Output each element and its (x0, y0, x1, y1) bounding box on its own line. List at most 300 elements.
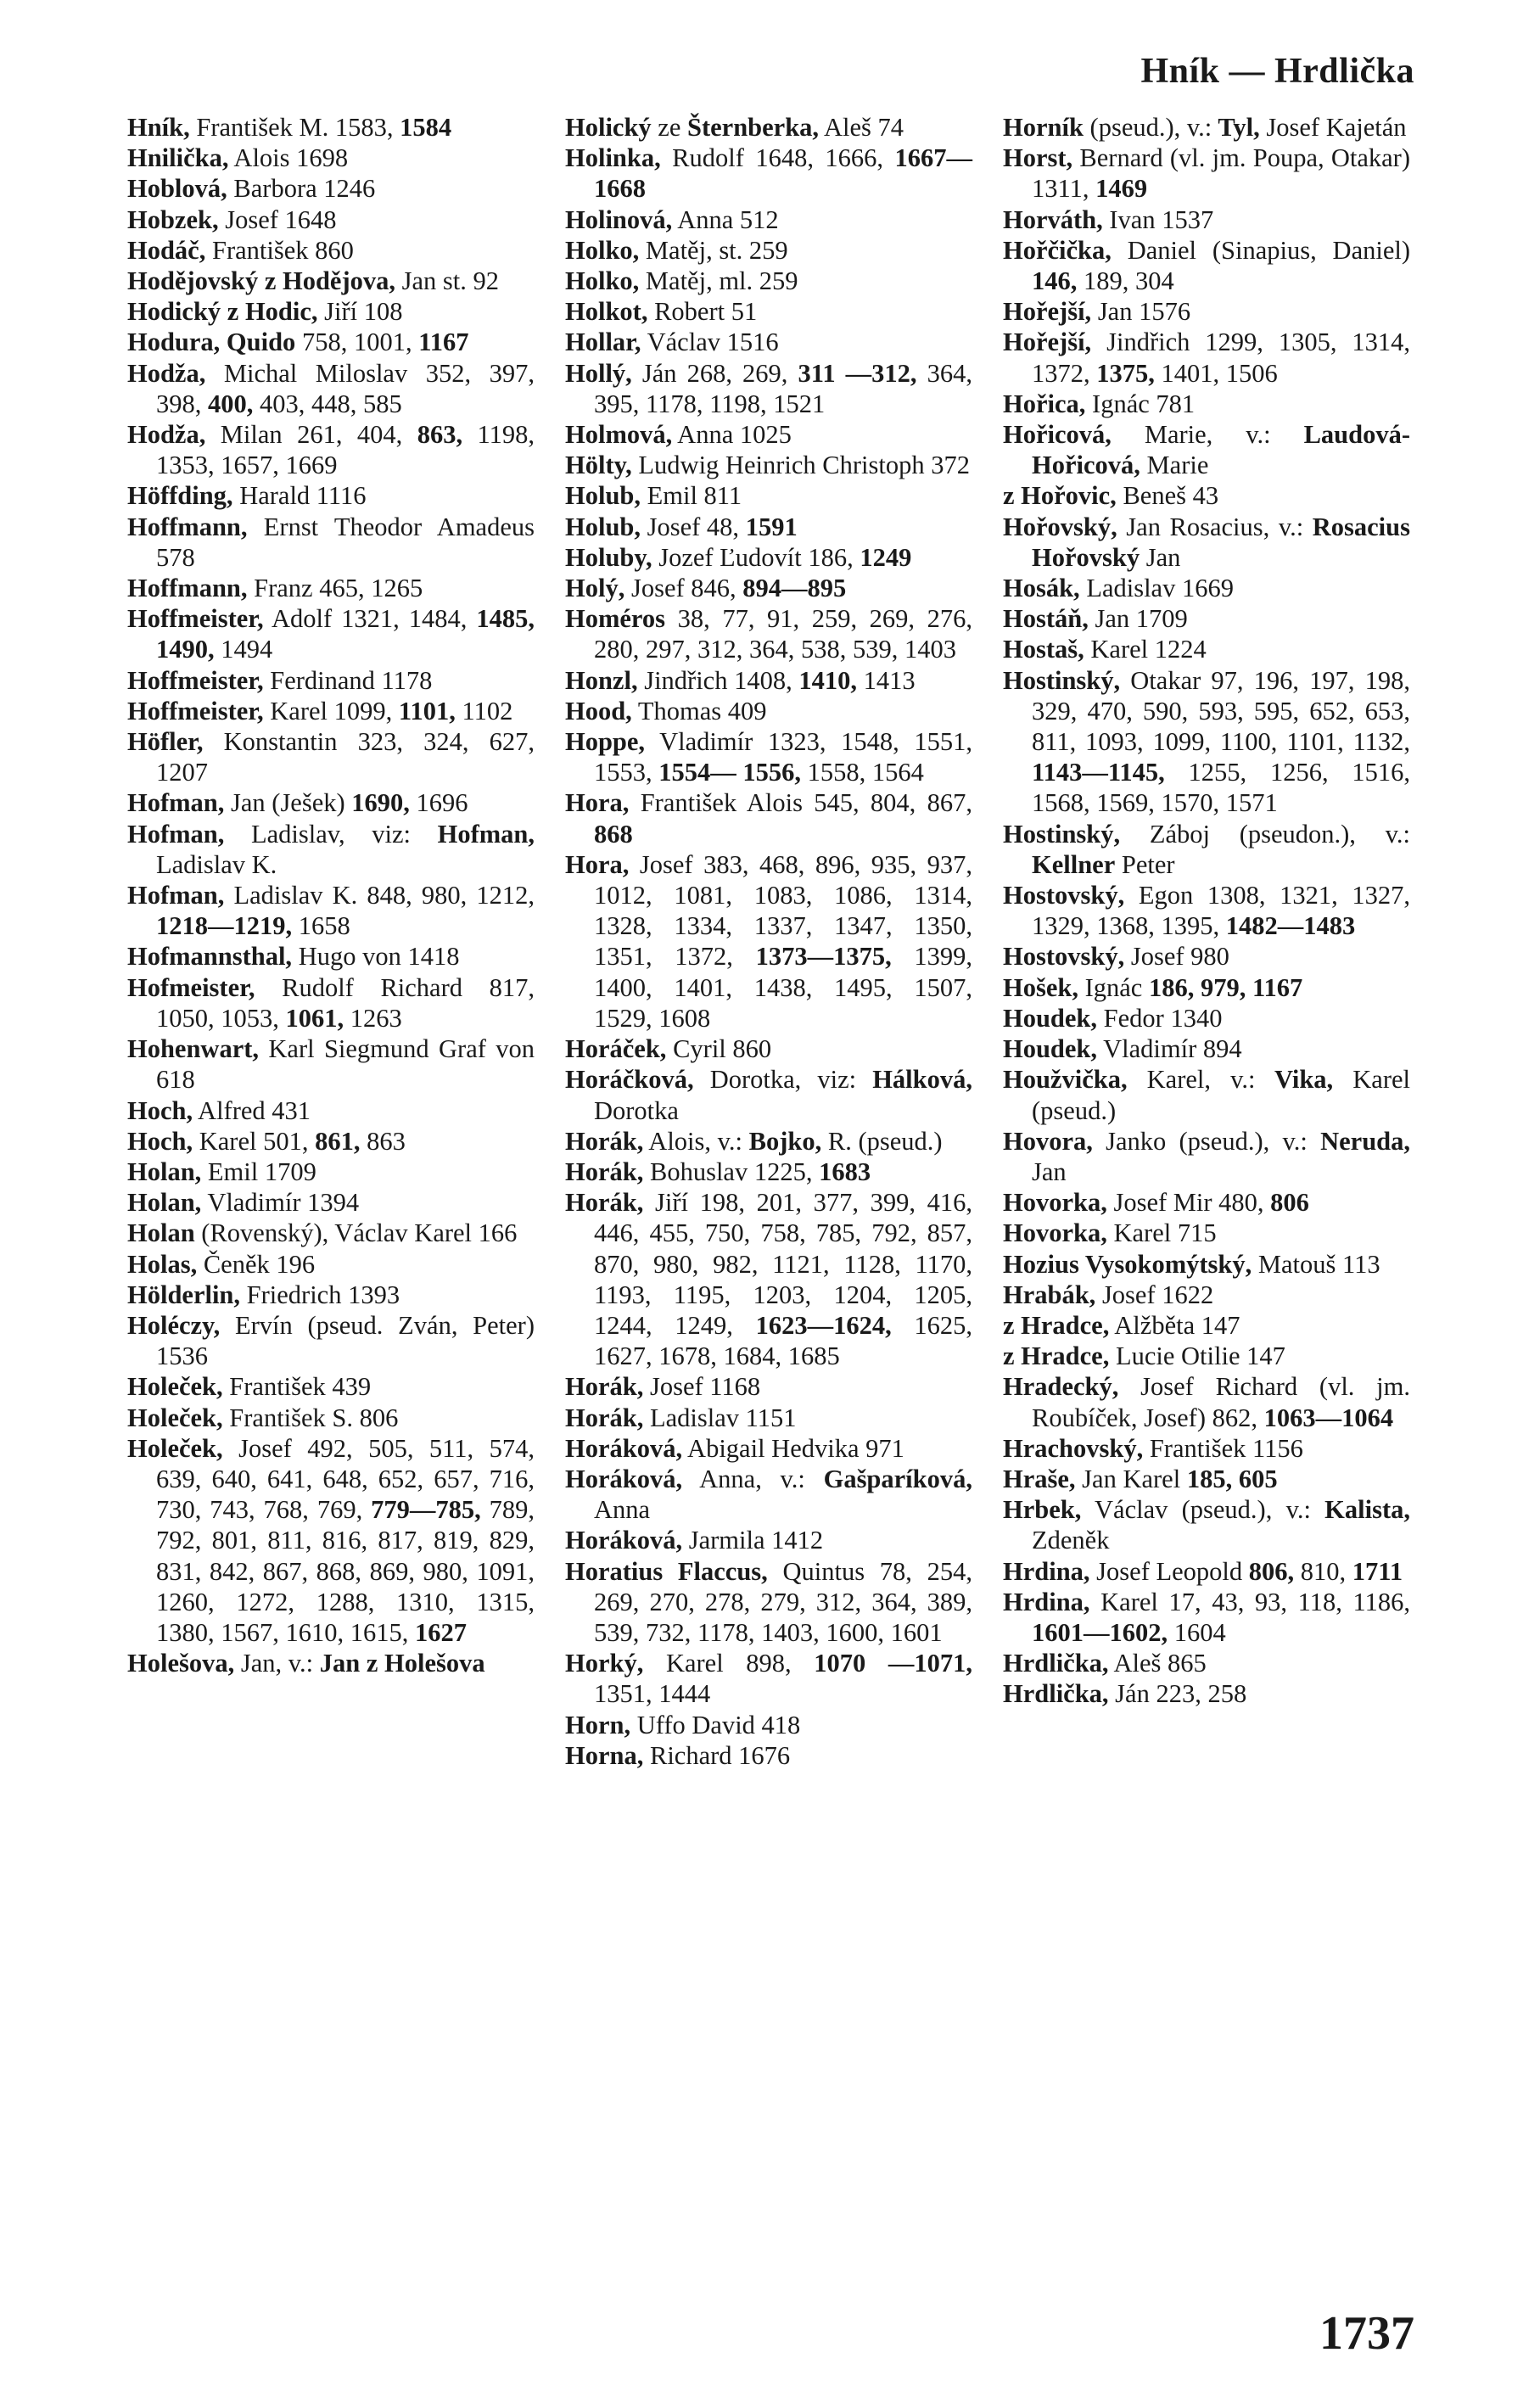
entry-text: Alois 1698 (228, 143, 349, 173)
entry-heading: Horst, (1003, 143, 1073, 173)
index-column-3 (1003, 112, 1410, 1710)
index-entry (127, 1126, 535, 1157)
entry-heading: Hořica, (1003, 389, 1086, 418)
entry-text: Anna, v.: (682, 1464, 805, 1493)
entry-text: Ladislav K. 848, 980, 1212, (224, 881, 535, 910)
entry-text: Konstantin 323, 324, 627, 1207 (156, 727, 535, 787)
entry-text: Jan (1032, 1157, 1067, 1186)
index-entry (127, 1095, 535, 1126)
entry-text: Josef 492, 505, 511, 574, 639, 640, 641, 648, 652, 657, 716, 730, 743, 768, 769, (156, 1433, 535, 1525)
entry-text: Jan (Ješek) (224, 788, 345, 818)
index-entry (1003, 1433, 1410, 1464)
entry-text: Dorotka, viz: (693, 1065, 857, 1095)
index-entry (127, 1310, 535, 1371)
entry-text: 1558, 1564 (801, 758, 924, 787)
entry-heading: Horák, (565, 1126, 644, 1156)
entry-heading: z Hořovic, (1003, 481, 1117, 511)
entry-text: Vladimír 894 (1097, 1034, 1242, 1064)
entry-text: Ferdinand 1178 (263, 665, 433, 695)
entry-heading: Hodický z Hodic, (127, 297, 318, 327)
index-entry (565, 1157, 972, 1187)
index-entry (565, 542, 972, 573)
entry-text: Ignác (1078, 972, 1143, 1002)
entry-text: Vladimír 1394 (201, 1188, 360, 1218)
entry-text: ze (651, 113, 681, 142)
index-entry (1003, 941, 1410, 972)
entry-heading: Hovora, (1003, 1126, 1093, 1156)
entry-text: Václav (pseud.), v.: (1081, 1495, 1311, 1525)
entry-heading: Holický (565, 113, 652, 142)
entry-heading: Hora, (565, 788, 630, 818)
index-entry (1003, 1126, 1410, 1187)
index-entry (1003, 1494, 1410, 1555)
index-entry (565, 696, 972, 726)
entry-text: Egon 1308, 1321, 1327, 1329, 1368, 1395, (1032, 881, 1410, 941)
entry-heading: Hoppe, (565, 727, 646, 757)
entry-heading: Hošek, (1003, 972, 1078, 1002)
entry-text: Václav 1516 (641, 328, 779, 357)
entry-text: František Alois 545, 804, 867, (629, 788, 972, 818)
entry-text: Ladislav 1669 (1079, 574, 1234, 603)
entry-heading: Horký, (565, 1649, 644, 1678)
entry-heading: Holéczy, (127, 1310, 221, 1340)
entry-text: 1413 (856, 665, 916, 695)
entry-text: Thomas 409 (631, 696, 767, 725)
entry-text: 789, 792, 801, 811, 816, 817, 819, 829, 831, 842, 867, 868, 869, 980, 1091, 1260, 1272, 1288, 1310, 1315, 1380, 1567, 1610, 1615, (156, 1495, 535, 1647)
entry-text: Ivan 1537 (1102, 204, 1214, 234)
entry-heading: Hofman, (127, 819, 225, 849)
index-entry (565, 849, 972, 1033)
entry-heading: Hrdlička, (1003, 1679, 1109, 1709)
entry-text: Quintus 78, 254, 269, 270, 278, 279, 312, 364, 389, 539, 732, 1178, 1403, 1600, 1601 (594, 1556, 972, 1647)
index-entry (565, 296, 972, 327)
entry-heading: Horna, (565, 1740, 644, 1770)
entry-heading: 806 (1263, 1188, 1309, 1218)
index-entry (565, 235, 972, 266)
entry-heading: 1410, (792, 665, 857, 695)
entry-text: Matěj, st. 259 (639, 235, 788, 265)
index-entry (1003, 1310, 1410, 1341)
entry-text: Čeněk 196 (197, 1249, 316, 1279)
index-entry (1003, 512, 1410, 573)
entry-heading: Houdek, (1003, 1034, 1098, 1064)
entry-text: Karel 1099, (263, 696, 393, 725)
entry-text: Jiří 198, 201, 377, 399, 416, 446, 455, 750, 758, 785, 792, 857, 870, 980, 982, 1121, 1128, 1170, 1193, 1195, 1203, 1204, 1205, 1244, 1249, (594, 1188, 972, 1340)
entry-text: Jarmila 1412 (682, 1526, 824, 1555)
entry-text: Ladislav 1151 (643, 1403, 797, 1432)
index-entry (127, 327, 535, 357)
entry-text: Ervín (pseud. Zván, Peter) 1536 (156, 1310, 535, 1371)
entry-text: Alžběta 147 (1109, 1310, 1240, 1340)
entry-text: 1263 (344, 1003, 402, 1033)
entry-text: Marie (1140, 451, 1209, 480)
entry-text: Rudolf 1648, 1666, (660, 143, 884, 173)
entry-heading: Hoffmann, (127, 512, 248, 541)
entry-heading: Horáková, (565, 1464, 683, 1493)
entry-text: František 439 (222, 1372, 372, 1402)
index-entry (565, 665, 972, 696)
entry-heading: Holub, (565, 481, 641, 511)
entry-text: Aleš 865 (1108, 1649, 1207, 1678)
entry-heading: Hrdlička, (1003, 1649, 1109, 1678)
entry-text: 364, 395, 1178, 1198, 1521 (594, 358, 972, 418)
index-entry (1003, 1556, 1410, 1587)
entry-heading: 1485, 1490, (156, 604, 535, 664)
entry-text: Karel 715 (1106, 1218, 1217, 1248)
entry-text: Jan, v.: (234, 1649, 314, 1678)
entry-heading: 1584 (393, 113, 452, 142)
entry-heading: Hořejší, (1003, 297, 1092, 327)
entry-heading: 806, (1242, 1556, 1295, 1586)
entry-text: Jan Karel (1075, 1464, 1181, 1493)
entry-heading: Hollý, (565, 358, 632, 388)
index-entry (127, 266, 535, 296)
entry-heading: Hoch, (127, 1095, 193, 1125)
index-entry (127, 603, 535, 664)
entry-heading: Horatius Flaccus, (565, 1556, 768, 1586)
index-entry (565, 1187, 972, 1371)
entry-text: František M. 1583, (189, 113, 394, 142)
index-entry (127, 1218, 535, 1248)
index-entry (1003, 480, 1410, 511)
entry-text: (Rovenský), Václav Karel 166 (194, 1218, 518, 1248)
entry-heading: Hoffmeister, (127, 665, 264, 695)
entry-text: 1494 (214, 635, 273, 664)
entry-text: František 1156 (1143, 1433, 1303, 1463)
entry-text: Záboj (pseudon.), v.: (1120, 819, 1410, 849)
page-number: 1737 (1319, 2307, 1414, 2360)
entry-text: Josef 1168 (643, 1372, 761, 1402)
entry-text: Josef 48, (641, 512, 740, 541)
entry-heading: 185, 605 (1180, 1464, 1278, 1493)
index-entry (565, 1710, 972, 1740)
index-entry (1003, 819, 1410, 880)
entry-heading: Tyl, (1212, 113, 1260, 142)
entry-heading: Hrbek, (1003, 1495, 1082, 1525)
entry-heading: Hraše, (1003, 1464, 1076, 1493)
index-entry (565, 1525, 972, 1555)
entry-text: Friedrich 1393 (240, 1280, 400, 1309)
entry-heading: Laudová-Hořicová, (1032, 420, 1410, 480)
entry-text: Jan (1140, 542, 1181, 572)
index-entry (1003, 419, 1410, 480)
index-entry (1003, 1587, 1410, 1648)
entry-heading: Hoffmeister, (127, 604, 264, 634)
entry-heading: Hood, (565, 696, 632, 725)
index-entry (127, 726, 535, 787)
index-entry (565, 1033, 972, 1064)
entry-heading: Hostaš, (1003, 635, 1084, 664)
index-entry (565, 1464, 972, 1525)
entry-heading: Holeček, (127, 1433, 223, 1463)
index-entry (127, 665, 535, 696)
entry-heading: Holkot, (565, 297, 648, 327)
index-entry (1003, 634, 1410, 664)
entry-text: Karel 898, (643, 1649, 792, 1678)
entry-text: Matěj, ml. 259 (639, 266, 798, 296)
entry-heading: Bojko, (742, 1126, 822, 1156)
index-entry (127, 787, 535, 818)
entry-heading: Honzl, (565, 665, 638, 695)
entry-text: Jindřich 1408, (637, 665, 792, 695)
entry-heading: Holas, (127, 1249, 198, 1279)
entry-text: 1102 (455, 696, 513, 725)
entry-heading: 400, (201, 389, 254, 418)
entry-heading: 1711 (1346, 1556, 1403, 1586)
entry-heading: Houdek, (1003, 1003, 1098, 1033)
entry-text: Josef 383, 468, 896, 935, 937, 1012, 1081, 1083, 1086, 1314, 1328, 1334, 1337, 1347, 1350, 1351, 1372, (594, 849, 972, 972)
entry-text: Milan 261, 404, (205, 420, 403, 450)
index-entry (127, 1280, 535, 1310)
index-entry (1003, 665, 1410, 819)
entry-heading: 1554— 1556, (652, 758, 801, 787)
entry-heading: 1167 (412, 328, 469, 357)
index-column-1 (127, 112, 535, 1678)
index-entry (127, 941, 535, 972)
index-entry (127, 1648, 535, 1678)
index-entry (1003, 235, 1410, 296)
entry-text: Josef 846, (624, 574, 736, 603)
index-entry (127, 235, 535, 266)
index-entry (127, 1371, 535, 1402)
entry-heading: 868 (594, 819, 633, 849)
entry-text: 810, (1294, 1556, 1347, 1586)
index-entry (1003, 112, 1410, 143)
entry-heading: Hodža, (127, 420, 206, 450)
entry-heading: Horák, (565, 1157, 644, 1186)
index-entry (127, 880, 535, 941)
entry-text: Ernst Theodor Amadeus 578 (156, 512, 535, 572)
entry-text: Jindřich 1299, 1305, 1314, 1372, (1032, 328, 1410, 388)
entry-text: Bohuslav 1225, (643, 1157, 813, 1186)
index-entry (127, 696, 535, 726)
index-entry (565, 1433, 972, 1464)
entry-text: Anna (594, 1495, 651, 1525)
entry-text: Franz 465, 1265 (247, 574, 423, 603)
entry-heading: 863, (402, 420, 463, 450)
entry-heading: Hofmeister, (127, 972, 255, 1002)
index-entry (127, 480, 535, 511)
index-entry (565, 358, 972, 419)
entry-heading: Hrdina, (1003, 1556, 1090, 1586)
entry-text: Richard 1676 (643, 1740, 791, 1770)
entry-heading: 1690, (344, 788, 410, 818)
entry-text: Daniel (Sinapius, Daniel) (1111, 235, 1410, 265)
index-entry (565, 1126, 972, 1157)
entry-heading: Kellner (1032, 849, 1116, 879)
entry-heading: Holeček, (127, 1403, 223, 1432)
entry-text: Karel, v.: (1127, 1065, 1256, 1095)
entry-text: Jan st. 92 (395, 266, 500, 296)
entry-text: Jozef Ľudovít 186, (652, 542, 854, 572)
entry-heading: Hodura, Quido (127, 328, 296, 357)
index-entry (1003, 972, 1410, 1003)
entry-text: (pseud.), v.: (1083, 113, 1212, 142)
entry-heading: Hovorka, (1003, 1188, 1107, 1218)
entry-text: Hugo von 1418 (292, 942, 460, 972)
entry-text: 403, 448, 585 (253, 389, 402, 418)
entry-text: 1401, 1506 (1154, 358, 1278, 388)
entry-text: Anna 512 (672, 204, 779, 234)
entry-text: Robert 51 (647, 297, 758, 327)
entry-text: František S. 806 (222, 1403, 399, 1432)
entry-heading: Hostovský, (1003, 942, 1125, 972)
entry-heading: 1070 —1071, (791, 1649, 972, 1678)
entry-heading: Hostovský, (1003, 881, 1125, 910)
entry-heading: Holko, (565, 266, 640, 296)
entry-heading: Holinová, (565, 204, 673, 234)
entry-heading: Holešova, (127, 1649, 235, 1678)
entry-text: 863 (360, 1126, 406, 1156)
index-entry (1003, 1341, 1410, 1371)
entry-heading: Hobzek, (127, 204, 219, 234)
entry-text: Otakar 97, 196, 197, 198, 329, 470, 590, 593, 595, 652, 653, 811, 1093, 1099, 1100, 1101, 1132, (1032, 665, 1410, 757)
entry-text: Marie, v.: (1111, 420, 1271, 450)
index-entry (565, 573, 972, 603)
index-entry (1003, 327, 1410, 388)
entry-heading: Šternberka, (680, 113, 820, 142)
entry-text: Emil 811 (641, 481, 742, 511)
entry-heading: 1623—1624, (732, 1310, 892, 1340)
entry-text: Uffo David 418 (630, 1710, 801, 1739)
entry-text: Barbora 1246 (227, 174, 376, 204)
entry-heading: Hořčička, (1003, 235, 1112, 265)
index-entry (1003, 603, 1410, 634)
entry-text: Bernard (vl. jm. Poupa, Otakar) 1311, (1032, 143, 1410, 204)
entry-heading: Horák, (565, 1403, 644, 1432)
entry-text: Josef Kajetán (1259, 113, 1407, 142)
entry-text: Ludwig Heinrich Christoph 372 (631, 451, 970, 480)
entry-text: Janko (pseud.), v.: (1092, 1126, 1308, 1156)
index-entry (565, 266, 972, 296)
index-entry (1003, 573, 1410, 603)
entry-heading: 861, (308, 1126, 361, 1156)
entry-heading: Rosacius Hořovský (1032, 512, 1410, 572)
index-entry (565, 1648, 972, 1709)
entry-heading: 1063—1064 (1257, 1403, 1394, 1432)
index-entry (1003, 1371, 1410, 1432)
index-entry (1003, 1648, 1410, 1678)
entry-heading: Holinka, (565, 143, 661, 173)
entry-heading: Hoch, (127, 1126, 193, 1156)
entry-text: Jan 1709 (1088, 604, 1188, 634)
index-entry (565, 480, 972, 511)
index-entry (1003, 1280, 1410, 1310)
entry-heading: Horník (1003, 113, 1084, 142)
entry-heading: Höffding, (127, 481, 233, 511)
entry-text: Jan Rosacius, v.: (1117, 512, 1304, 541)
entry-text: Peter (1115, 849, 1175, 879)
index-entry (1003, 1187, 1410, 1218)
entry-heading: 1373—1375, (732, 942, 892, 972)
index-entry (565, 1064, 972, 1125)
entry-text: Rudolf Richard 817, 1050, 1053, (156, 972, 535, 1033)
entry-heading: Vika, (1255, 1065, 1334, 1095)
entry-heading: Hrachovský, (1003, 1433, 1144, 1463)
entry-text: Beneš 43 (1116, 481, 1219, 511)
entry-text: Ladislav, viz: (224, 819, 412, 849)
entry-text: Michal Miloslav 352, 397, 398, (156, 358, 535, 418)
entry-heading: Hořicová, (1003, 420, 1112, 450)
index-entry (127, 1433, 535, 1648)
entry-heading: Holub, (565, 512, 641, 541)
entry-heading: Hrdina, (1003, 1587, 1090, 1616)
index-entry (127, 204, 535, 235)
index-entry (127, 296, 535, 327)
entry-heading: Horák, (565, 1372, 644, 1402)
index-entry (127, 358, 535, 419)
entry-heading: 894—895 (736, 574, 847, 603)
entry-heading: 146, (1032, 266, 1078, 296)
entry-heading: Hodáč, (127, 235, 206, 265)
entry-heading: 1101, (392, 696, 456, 725)
entry-heading: Hoffmeister, (127, 696, 264, 725)
entry-heading: Homéros (565, 604, 666, 634)
entry-text: Alfred 431 (193, 1095, 311, 1125)
index-entry (1003, 204, 1410, 235)
index-entry (1003, 1218, 1410, 1248)
entry-heading: Holko, (565, 235, 640, 265)
entry-text: Anna 1025 (672, 420, 792, 450)
entry-heading: Hálková, (856, 1065, 972, 1095)
entry-heading: z Hradce, (1003, 1310, 1110, 1340)
entry-text: 1255, 1256, 1516, 1568, 1569, 1570, 1571 (1032, 758, 1410, 818)
entry-text: Emil 1709 (201, 1157, 316, 1186)
index-entry (565, 112, 972, 143)
entry-text: 1351, 1444 (594, 1679, 711, 1709)
entry-heading: Hostáň, (1003, 604, 1089, 634)
entry-heading: 186, 979, 1167 (1142, 972, 1303, 1002)
entry-text: Vladimír 1323, 1548, 1551, 1553, (594, 727, 972, 787)
index-entry (1003, 880, 1410, 941)
entry-heading: Hořovský, (1003, 512, 1117, 541)
entry-text: Josef 1622 (1095, 1280, 1214, 1309)
index-entry (127, 972, 535, 1033)
entry-text: Harald 1116 (232, 481, 367, 511)
entry-heading: 1601—1602, (1032, 1617, 1168, 1647)
entry-heading: Horák, (565, 1188, 644, 1218)
index-entry (1003, 1249, 1410, 1280)
entry-text: Karel 1224 (1084, 635, 1207, 664)
entry-text: Josef Leopold (1089, 1556, 1243, 1586)
entry-heading: 1683 (812, 1157, 871, 1186)
entry-heading: Hozius Vysokomýtský, (1003, 1249, 1252, 1279)
index-entry (565, 1556, 972, 1649)
entry-heading: Hölderlin, (127, 1280, 241, 1309)
index-entry (127, 1157, 535, 1187)
entry-heading: 1218—1219, (156, 911, 293, 941)
entry-heading: Hodějovský z Hodějova, (127, 266, 396, 296)
index-entry (1003, 143, 1410, 204)
index-entry (565, 512, 972, 542)
index-entry (127, 1033, 535, 1095)
entry-text: 1625, 1627, 1678, 1684, 1685 (594, 1310, 973, 1371)
index-entry (127, 173, 535, 204)
index-entry (1003, 1003, 1410, 1033)
entry-heading: Hovorka, (1003, 1218, 1107, 1248)
index-entry (565, 450, 972, 480)
index-entry (1003, 1033, 1410, 1064)
index-entry (1003, 296, 1410, 327)
entry-heading: Hora, (565, 849, 630, 879)
entry-text: 758, 1001, (295, 328, 412, 357)
entry-heading: Höfler, (127, 727, 204, 757)
entry-heading: Holan, (127, 1188, 202, 1218)
entry-text: Cyril 860 (666, 1034, 772, 1064)
index-entry (565, 327, 972, 357)
index-entry (127, 1403, 535, 1433)
entry-heading: 1469 (1089, 174, 1148, 204)
